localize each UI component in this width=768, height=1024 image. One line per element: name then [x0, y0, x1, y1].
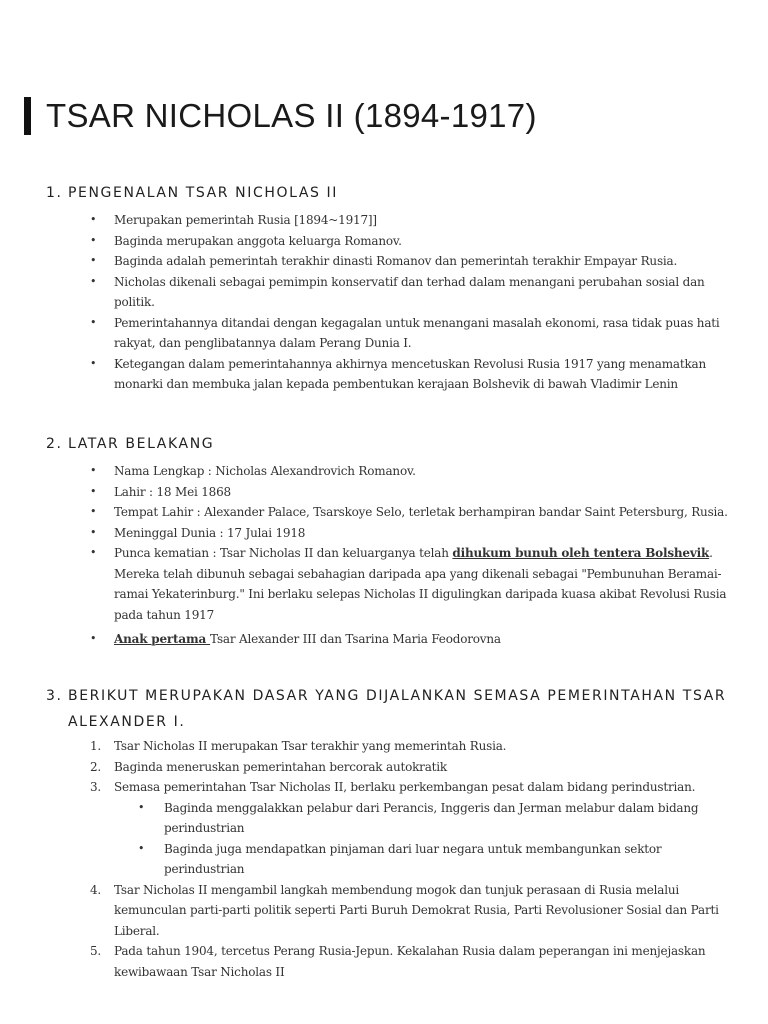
list-item: • Nama Lengkap : Nicholas Alexandrovich Romanov. [90, 461, 730, 482]
list-item: • Meninggal Dunia : 17 Julai 1918 [90, 523, 730, 544]
list-item: 2. Baginda meneruskan pemerintahan bercorak autokratik [90, 759, 448, 774]
bolshevik-execution-link[interactable]: dihukum bunuh oleh tentera Bolshevik [452, 546, 710, 560]
list-item: • Nicholas dikenali sebagai pemimpin konservatif dan terhad dalam menangani perubahan sosial dan politik. [90, 272, 730, 313]
section-3-number: 3. [46, 688, 63, 704]
bullet-icon: • [90, 464, 97, 477]
list-item-first-child: • Anak pertama Tsar Alexander III dan Tsarina Maria Feodorovna [90, 629, 730, 650]
list-item: • Baginda adalah pemerintah terakhir dinasti Romanov dan pemerintah terakhir Empayar Rusia. [90, 251, 730, 272]
list-item-death-cause: • Punca kematian : Tsar Nicholas II dan keluarganya telah dihukum bunuh oleh tentera Bolshevik. Mereka telah dibunuh sebagai sebahagian daripada apa yang dikenali sebagai "Pembunuhan Beramai-ramai Yekaterinburg." Ini berlaku selepas Nicholas II digulingkan daripada kuasa akibat Revolusi Rusia pada tahun 1917 [90, 543, 730, 625]
section-1-title: PENGENALAN TSAR NICHOLAS II [68, 185, 338, 201]
section-1-list [90, 210, 730, 395]
section-3-heading [46, 683, 726, 735]
list-item: • Pemerintahannya ditandai dengan kegagalan untuk menangani masalah ekonomi, rasa tidak puas hati rakyat, dan penglibatannya dalam Perang Dunia I. [90, 313, 730, 354]
list-item: • Tempat Lahir : Alexander Palace, Tsarskoye Selo, terletak berhampiran bandar Saint Petersburg, Rusia. [90, 502, 730, 523]
bullet-icon: • [90, 484, 97, 498]
list-item: • Ketegangan dalam pemerintahannya akhirnya mencetuskan Revolusi Rusia 1917 yang menamatkan monarki dan membuka jalan kepada pembentukan kerajaan Bolshevik di bawah Vladimir Lenin [90, 354, 730, 395]
section-1-heading [46, 180, 338, 206]
sub-list-item: • Baginda menggalakkan pelabur dari Perancis, Inggeris dan Jerman melabur dalam bidang perindustrian [114, 798, 730, 839]
section-2-list [90, 461, 730, 650]
section-2-heading [46, 431, 214, 457]
bullet-icon: • [90, 315, 97, 329]
section-3-title-line-1: BERIKUT MERUPAKAN DASAR YANG DIJALANKAN SEMASA PEMERINTAHAN TSAR [68, 688, 727, 704]
list-item: 5. Pada tahun 1904, tercetus Perang Rusia-Jepun. Kekalahan Rusia dalam peperangan ini menjejaskan kewibawaan Tsar Nicholas II [90, 944, 706, 979]
bullet-icon: • [90, 356, 97, 370]
bullet-icon: • [90, 274, 97, 288]
list-item: 4. Tsar Nicholas II mengambil langkah membendung mogok dan tunjuk perasaan di Rusia melalui kemunculan parti-parti politik seperti Parti Buruh Demokrat Rusia, Parti Revolusioner Sosial dan Parti Liberal. [90, 882, 719, 938]
bullet-icon: • [90, 525, 97, 539]
section-1-number: 1. [46, 185, 63, 201]
section-3-title-line-2: ALEXANDER I. [68, 714, 186, 730]
first-child-link[interactable]: Anak pertama [114, 632, 211, 646]
section-2-number: 2. [46, 436, 63, 452]
list-item: • Baginda merupakan anggota keluarga Romanov. [90, 231, 730, 252]
bullet-icon: • [90, 546, 97, 559]
bullet-icon: • [90, 254, 97, 267]
page-title: TSAR NICHOLAS II (1894-1917) [46, 97, 537, 134]
bullet-icon: • [90, 632, 97, 645]
list-item: • Merupakan pemerintah Rusia [1894~1917]] [90, 210, 730, 231]
section-3-list [90, 736, 730, 982]
list-item: 3. Semasa pemerintahan Tsar Nicholas II, berlaku perkembangan pesat dalam bidang perindustrian. • Baginda menggalakkan pelabur dari Perancis, Inggeris dan Jerman melabur dalam bidang perindustrian • Baginda juga mendapatkan pinjaman dari luar negara untuk membangunkan sektor perindustrian [90, 777, 730, 880]
bullet-icon: • [90, 505, 97, 518]
title-accent-bar [24, 97, 31, 135]
bullet-icon: • [138, 841, 145, 855]
section-2-title: LATAR BELAKANG [68, 436, 215, 452]
list-item: 1. Tsar Nicholas II merupakan Tsar terakhir yang memerintah Rusia. [90, 739, 507, 753]
sub-list [114, 798, 730, 880]
bullet-icon: • [138, 800, 145, 814]
sub-list-item: • Baginda juga mendapatkan pinjaman dari luar negara untuk membangunkan sektor perindustrian [114, 839, 730, 880]
list-item: • Lahir : 18 Mei 1868 [90, 482, 730, 503]
bullet-icon: • [90, 213, 97, 226]
bullet-icon: • [90, 233, 97, 247]
